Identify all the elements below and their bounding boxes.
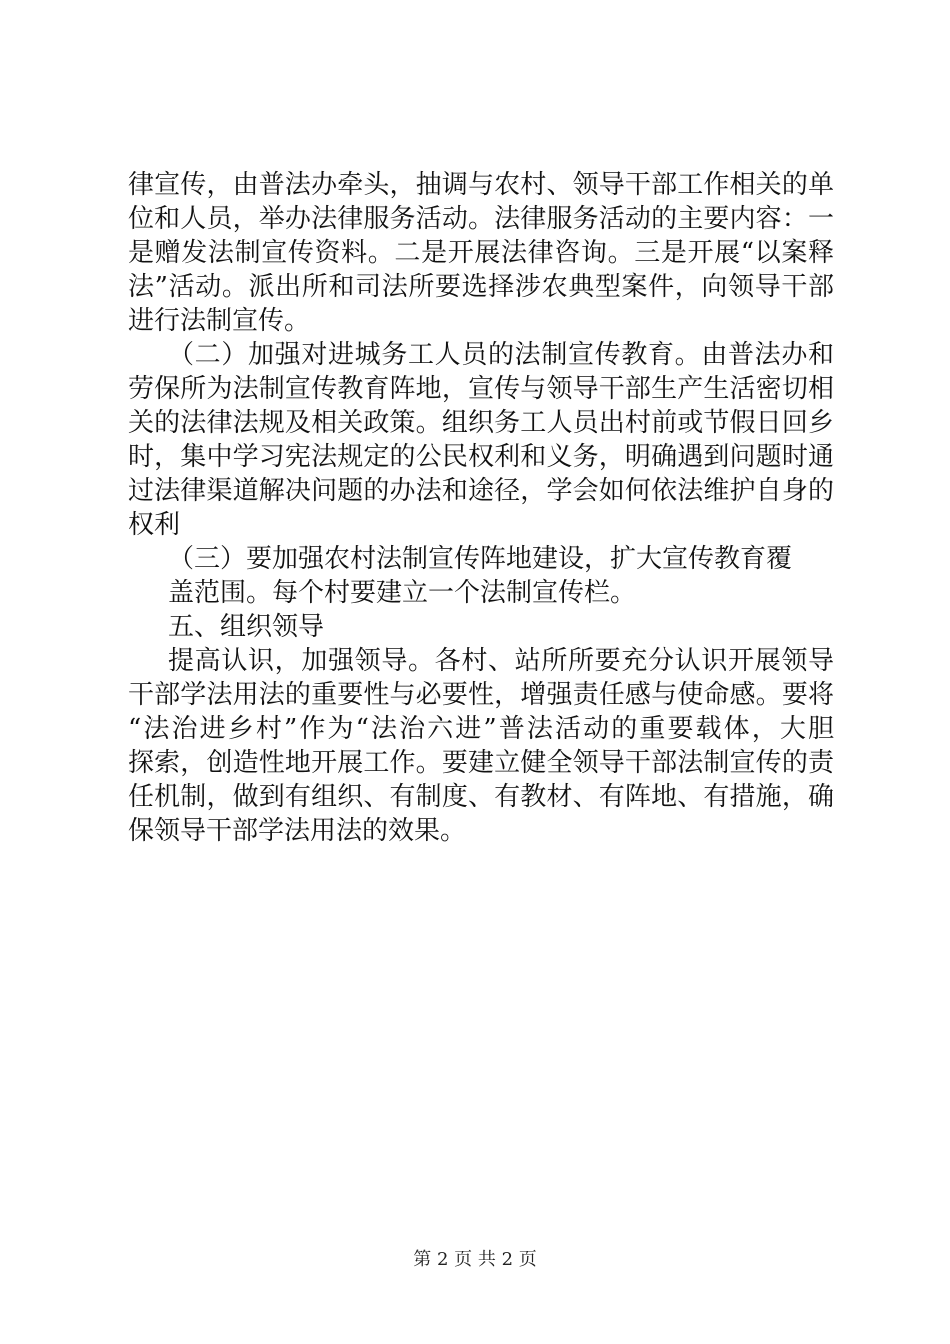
text-line: 探索，创造性地开展工作。要建立健全领导干部法制宣传的责 (128, 748, 834, 778)
text-line: 五、组织领导 (168, 612, 325, 642)
text-line: 过法律渠道解决问题的办法和途径，学会如何依法维护自身的 (128, 476, 834, 506)
text-line: 是赠发法制宣传资料。二是开展法律咨询。三是开展“以案释 (128, 238, 834, 268)
text-line: 进行法制宣传。 (128, 306, 311, 336)
text-line: （二）加强对进城务工人员的法制宣传教育。由普法办和 (168, 340, 834, 370)
text-line: 律宣传，由普法办牵头，抽调与农村、领导干部工作相关的单 (128, 170, 834, 200)
text-line: 时，集中学习宪法规定的公民权利和义务，明确遇到问题时通 (128, 442, 834, 472)
document-body (128, 168, 834, 848)
text-line: 法”活动。派出所和司法所要选择涉农典型案件，向领导干部 (128, 272, 834, 302)
text-line: 提高认识，加强领导。各村、站所所要充分认识开展领导 (168, 646, 834, 676)
text-line: 保领导干部学法用法的效果。 (128, 816, 467, 846)
text-line: 权利 (128, 510, 181, 540)
text-line: （三）要加强农村法制宣传阵地建设，扩大宣传教育覆 (168, 544, 793, 574)
text-line: 盖范围。每个村要建立一个法制宣传栏。 (168, 578, 637, 608)
text-line: 关的法律法规及相关政策。组织务工人员出村前或节假日回乡 (128, 408, 834, 438)
text-line: 劳保所为法制宣传教育阵地，宣传与领导干部生产生活密切相 (128, 374, 834, 404)
text-line: 任机制，做到有组织、有制度、有教材、有阵地、有措施，确 (128, 782, 834, 812)
text-line: 干部学法用法的重要性与必要性，增强责任感与使命感。要将 (128, 680, 834, 710)
text-line: “法治进乡村”作为“法治六进”普法活动的重要载体，大胆 (128, 714, 834, 744)
page-footer: 第 2 页 共 2 页 (413, 1249, 537, 1270)
text-line: 位和人员，举办法律服务活动。法律服务活动的主要内容：一 (128, 204, 834, 234)
